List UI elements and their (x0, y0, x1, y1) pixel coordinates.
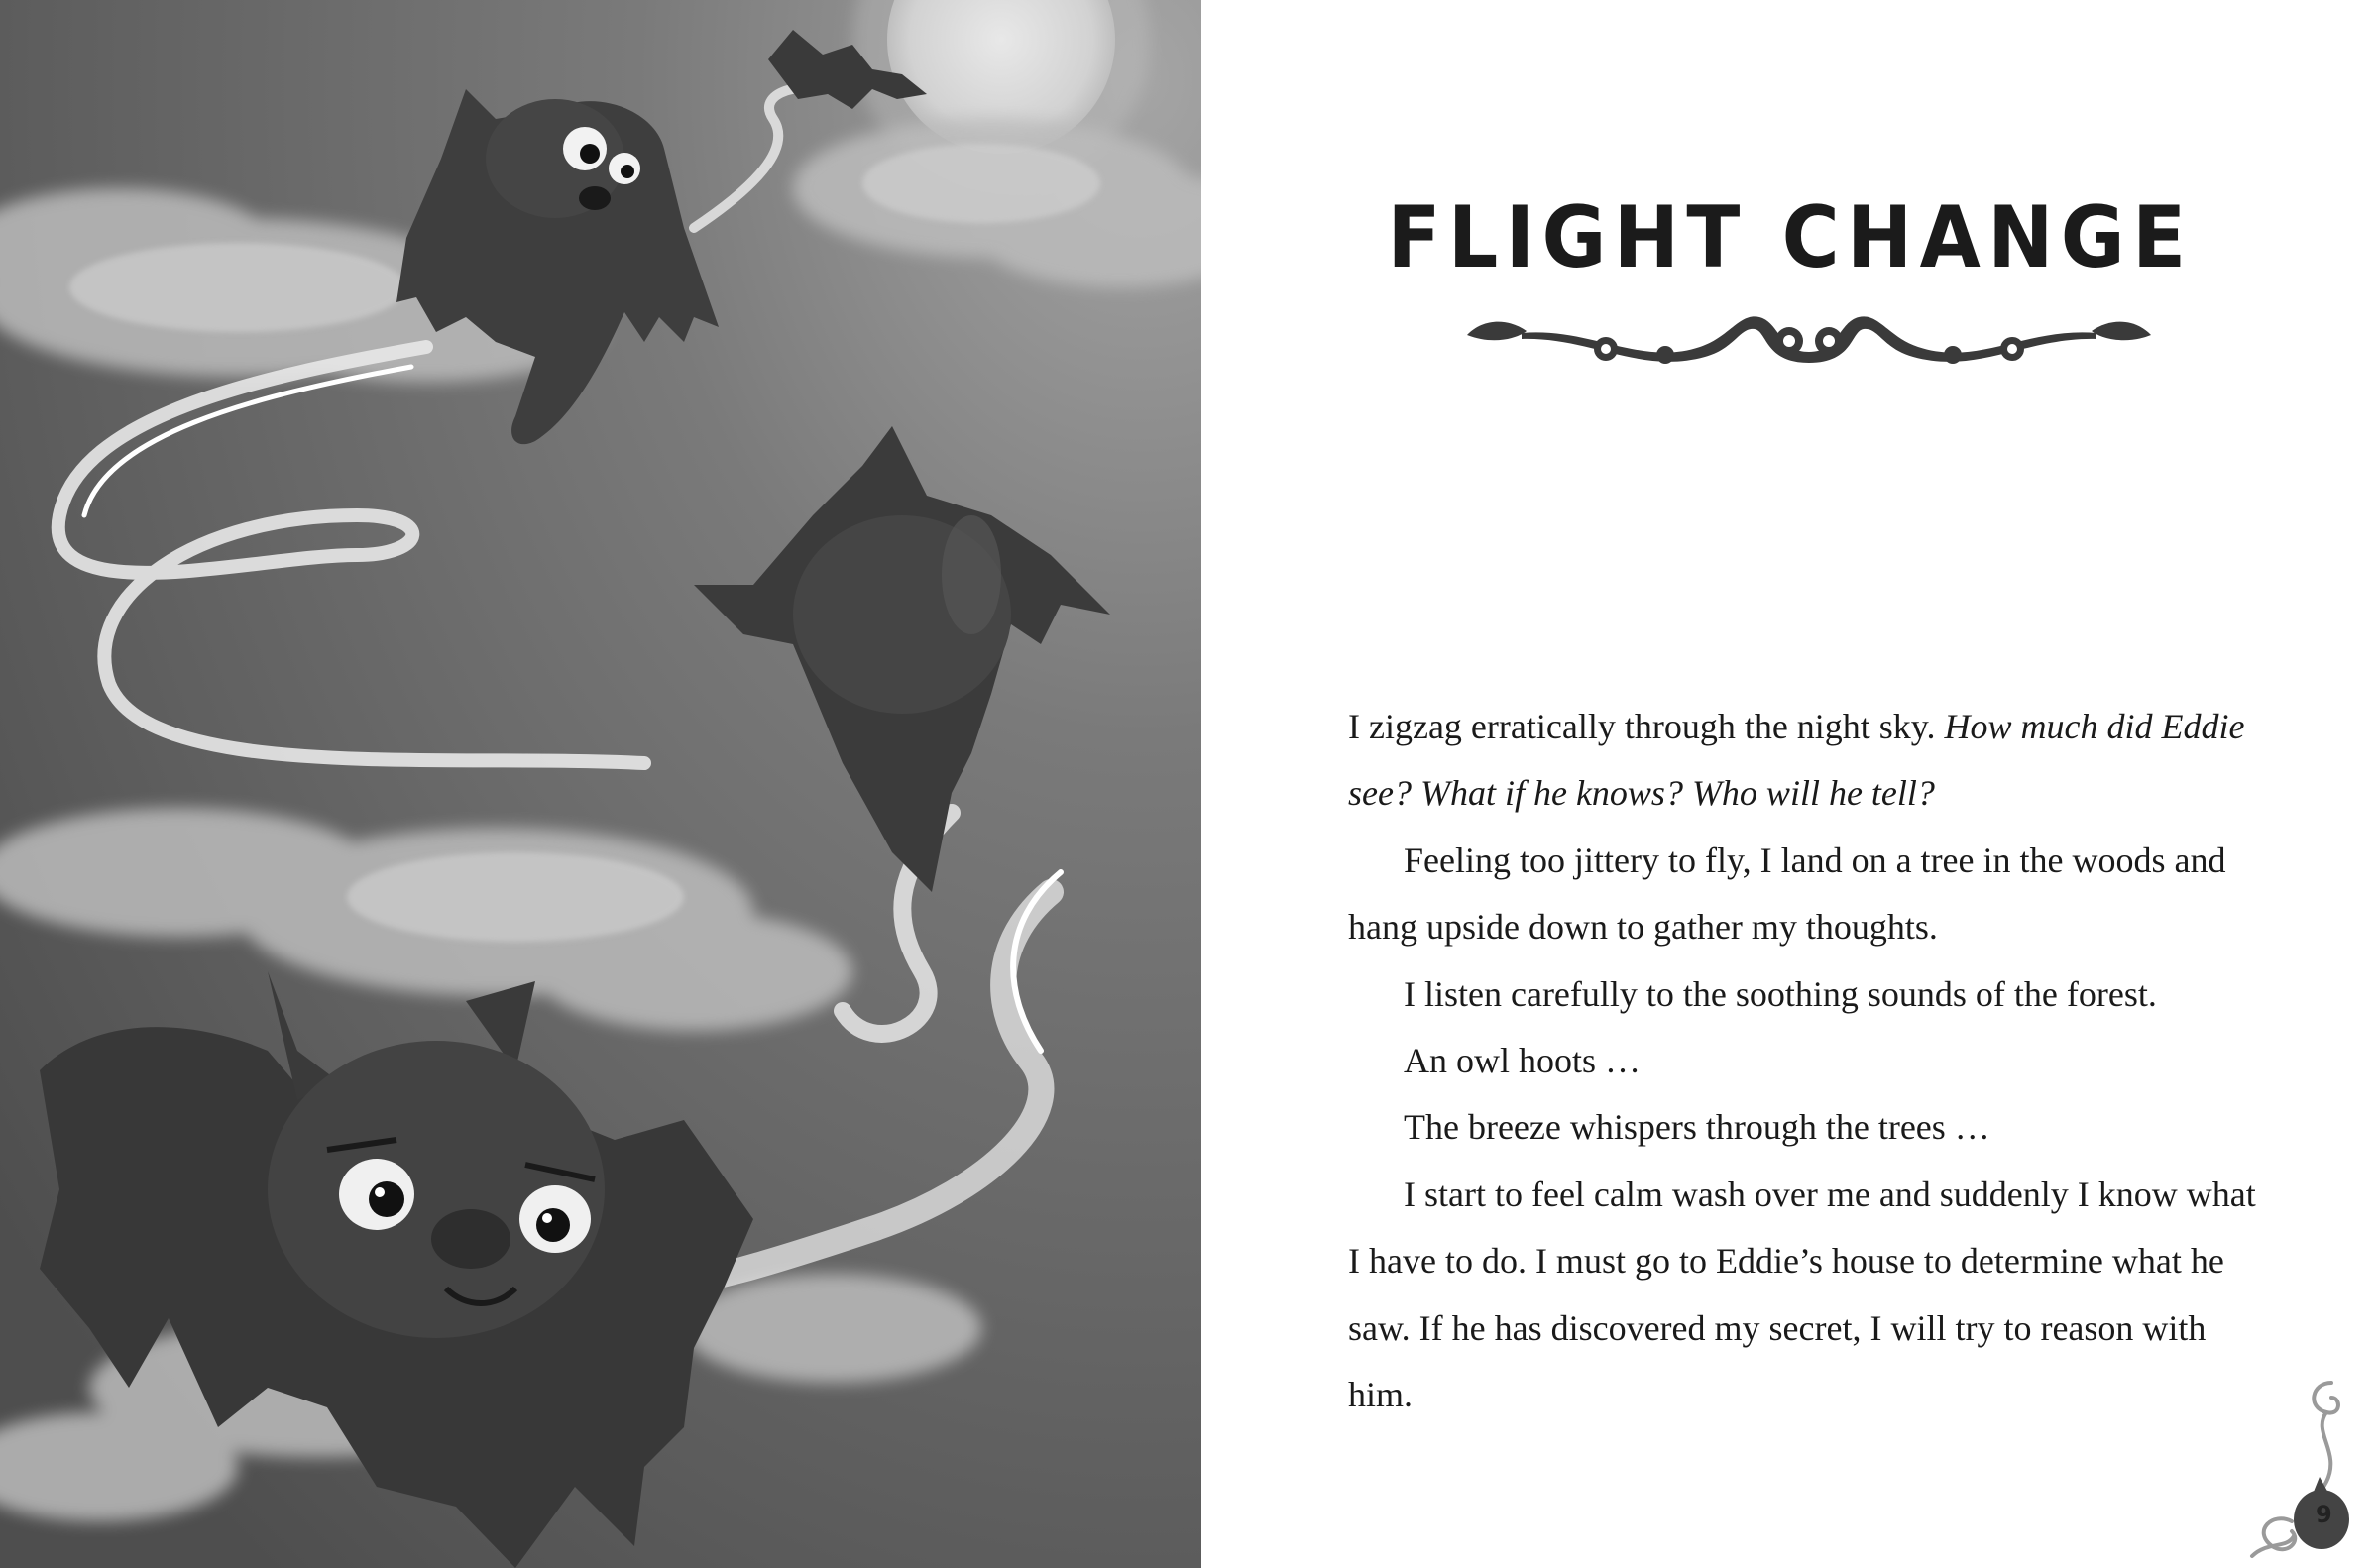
paragraph-1-roman: I zigzag erratically through the night sky. (1348, 707, 1945, 746)
paragraph-3: I listen carefully to the soothing sounds of the forest. (1404, 973, 2157, 1014)
page-number: 9 (2316, 1501, 2332, 1528)
flourish-ornament (1462, 297, 2156, 377)
paragraph-1-italic: How much did Eddie see? What if he knows? Who will he tell? (1348, 707, 2245, 814)
paragraph-5: The breeze whispers through the trees … (1404, 1107, 1990, 1148)
paragraph-4: An owl hoots … (1404, 1041, 1642, 1081)
paragraph-1 (1348, 694, 2275, 828)
chapter-title: FLIGHT CHANGE (1387, 188, 2194, 287)
paragraph-6: I start to feel calm wash over me and suddenly I know what I have to do. I must go to Eddie’s house to determine what he saw. If he has discovered my secret, I will try to reason with him. (1348, 1174, 2256, 1415)
story-text (1348, 694, 2275, 1428)
paragraph-2: Feeling too jittery to fly, I land on a tree in the woods and hang upside down to gather my thoughts. (1348, 840, 2226, 948)
page-corner-flourish (2232, 1373, 2371, 1561)
text-page (1201, 0, 2379, 1568)
